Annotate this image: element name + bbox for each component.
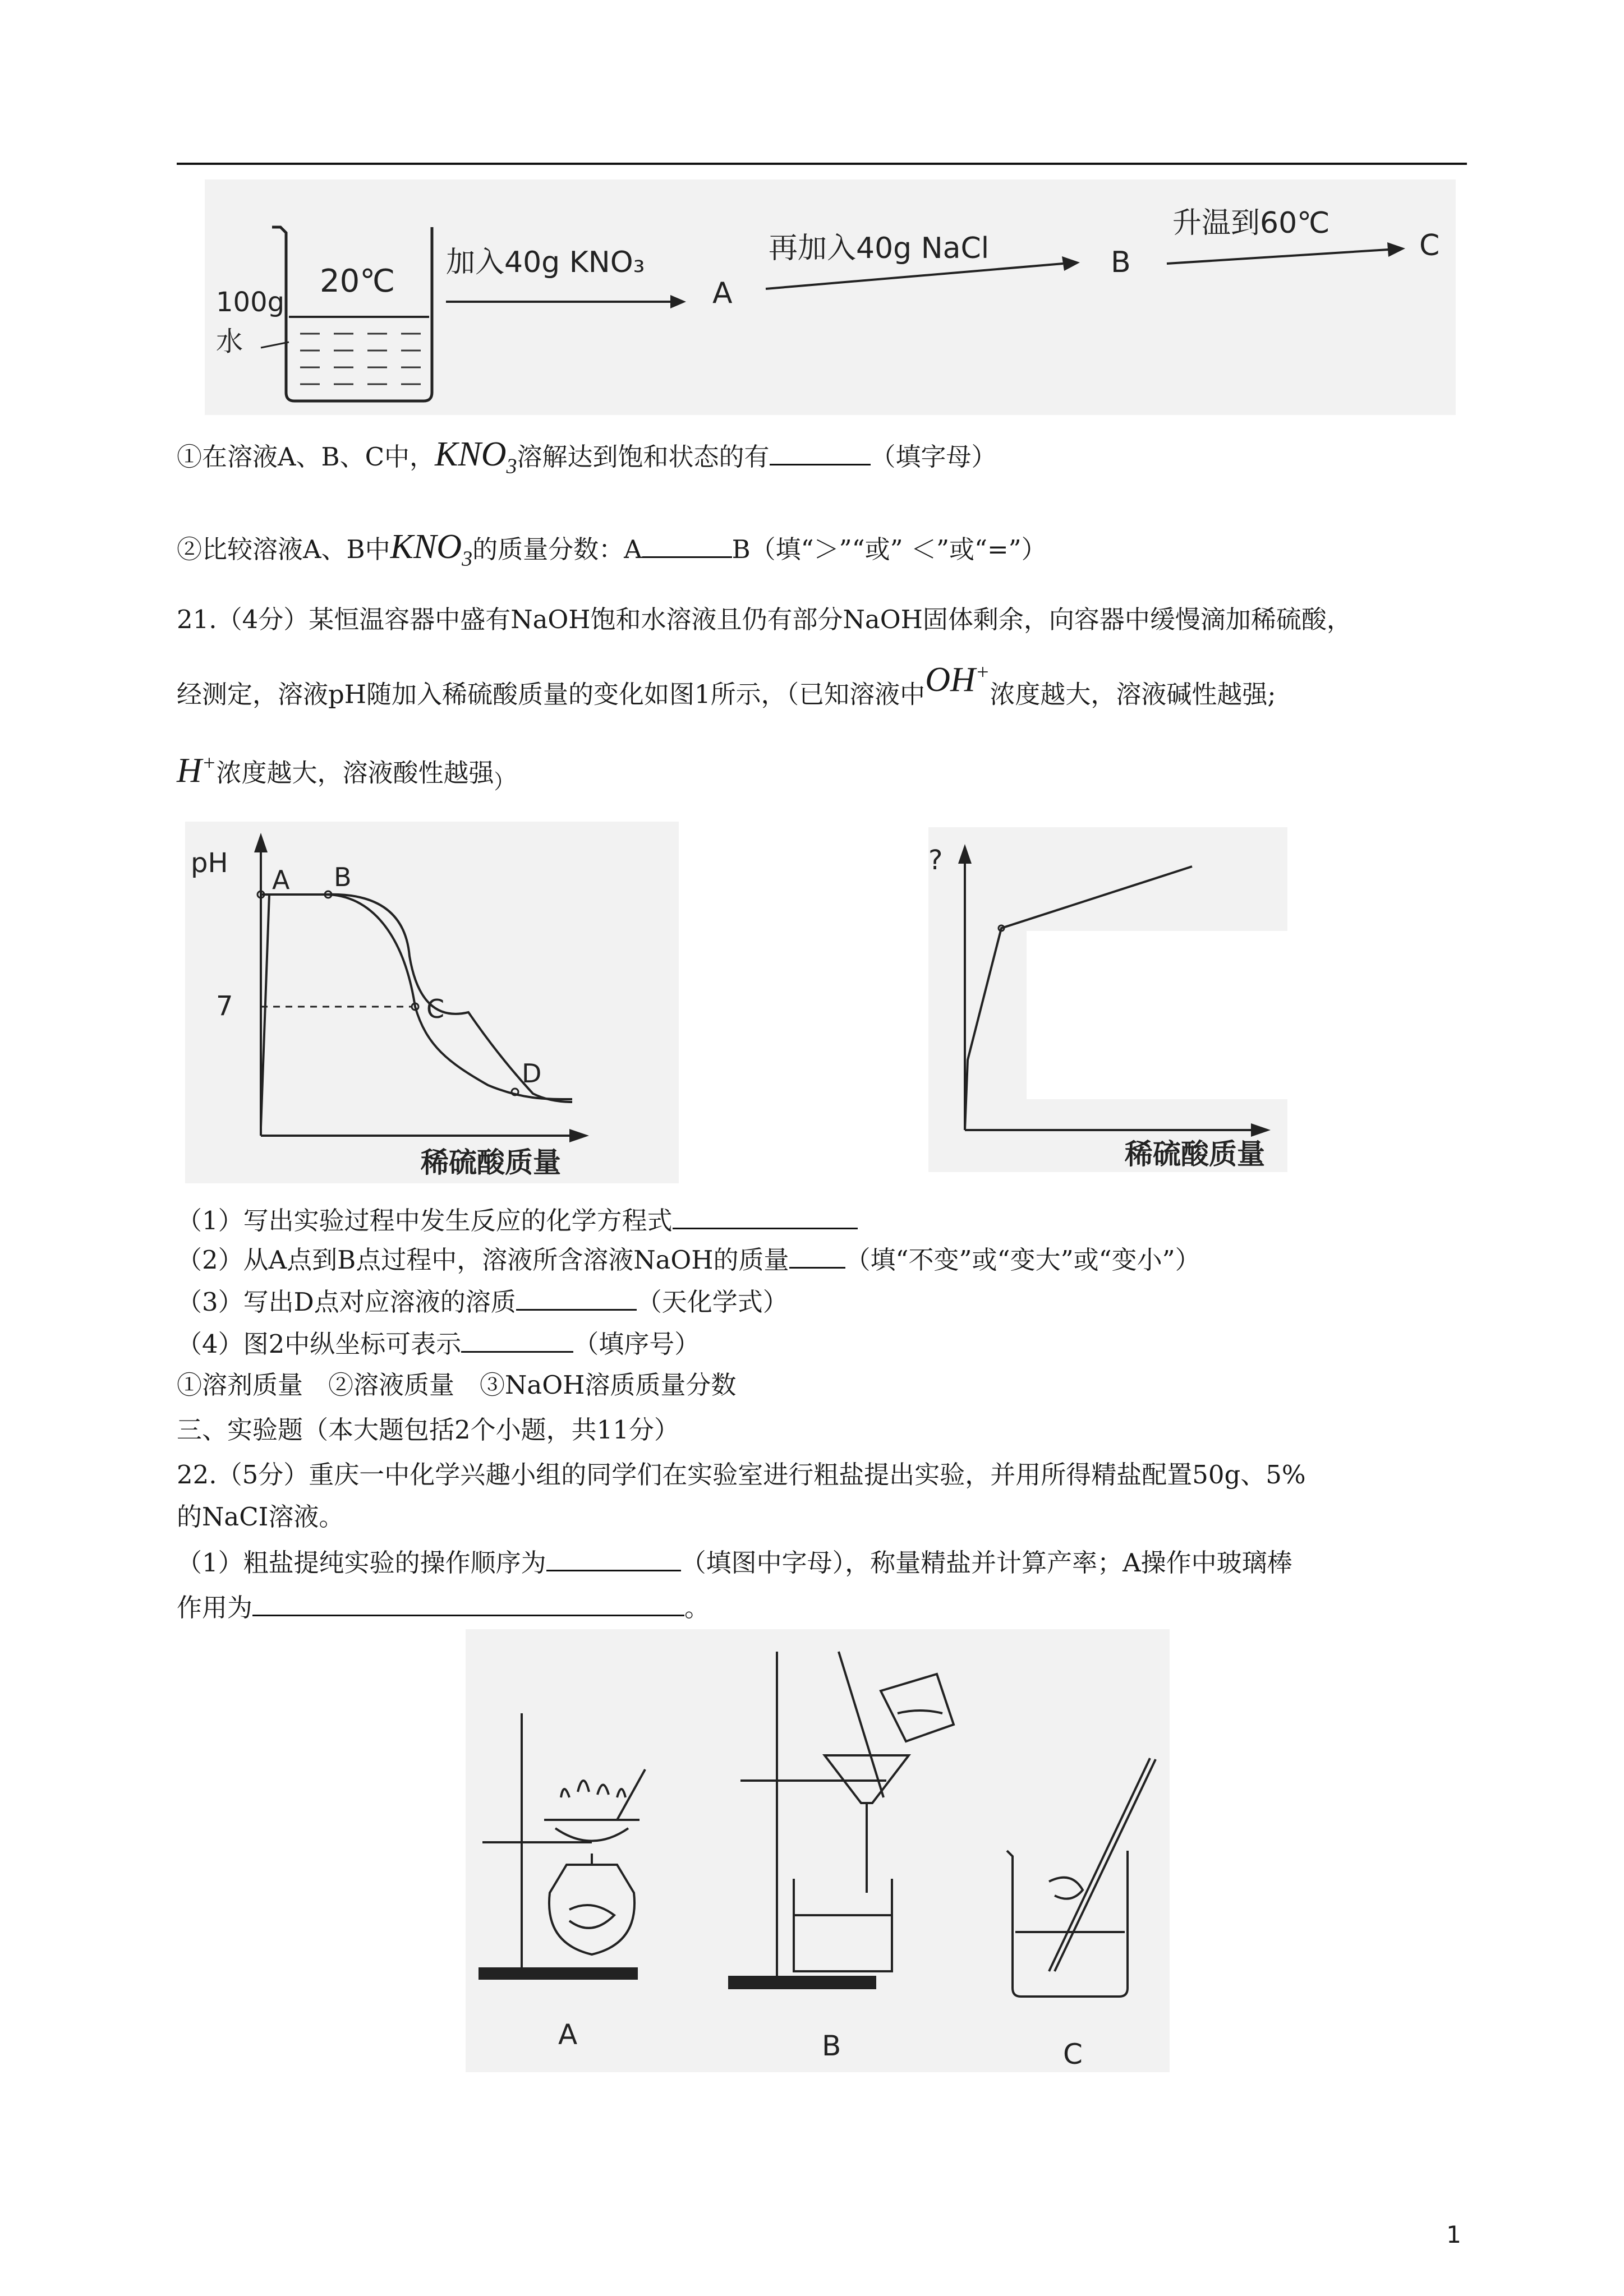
h-ion: H+	[177, 751, 217, 790]
q21-line3: H+浓度越大，溶液酸性越强$_)$	[177, 751, 514, 794]
kno3-formula-2: $KNO_3$	[390, 528, 473, 571]
q21-blank3[interactable]	[516, 1284, 637, 1311]
section3-heading: 三、实验题（本大题包括2个小题，共11分）	[177, 1415, 679, 1445]
q21-sub1: （1）写出实验过程中发生反应的化学方程式	[177, 1203, 858, 1238]
point-b: B	[1111, 246, 1131, 279]
graph2-ylabel: ?	[928, 845, 943, 876]
q22-blank2[interactable]	[252, 1590, 684, 1616]
temp-label: 20℃	[320, 263, 395, 299]
apparatus-label-a: A	[558, 2018, 578, 2051]
q21-line1: 21.（4分）某恒温容器中盛有NaOH饱和水溶液且仍有部分NaOH固体剩余，向容器中缓慢滴加稀硫酸，	[177, 605, 1352, 634]
step1-label: 加入40g KNO₃	[446, 246, 645, 279]
q20-item2: ②比较溶液A、B中$KNO_3$的质量分数：A B（填“＞”“或” ＜”或“=”）	[177, 528, 1047, 571]
beaker-icon	[272, 227, 432, 401]
q21-blank4[interactable]	[461, 1326, 573, 1353]
q20-blank1[interactable]	[770, 439, 871, 465]
water-label: 水	[216, 326, 243, 357]
graph1-point-b: B	[334, 862, 352, 892]
q22-blank1[interactable]	[546, 1545, 681, 1571]
point-c: C	[1419, 229, 1440, 262]
step2-label: 再加入40g NaCl	[769, 232, 990, 265]
apparatus-label-c: C	[1063, 2038, 1083, 2071]
q21-options: ①溶剂质量 ②溶液质量 ③NaOH溶质质量分数	[177, 1370, 737, 1400]
q21-line2: 经测定，溶液pH随加入稀硫酸质量的变化如图1所示，（已知溶液中OH+浓度越大，溶液碱性越强;	[177, 660, 1276, 709]
graph2	[928, 827, 1287, 1172]
q20-blank2[interactable]	[642, 532, 732, 558]
q22-line2: 的NaCI溶液。	[177, 1502, 344, 1532]
dissolving-beaker-icon	[1007, 1758, 1156, 1997]
q21-sub4: （4）图2中纵坐标可表示 （填序号）	[177, 1326, 700, 1361]
graph1-ylabel: pH	[191, 847, 228, 879]
graph1-xlabel: 稀硫酸质量	[421, 1146, 561, 1179]
page-number: 1	[1446, 2221, 1461, 2248]
apparatus-figure	[466, 1629, 1170, 2072]
graph1	[185, 822, 679, 1183]
graph1-point-c: C	[426, 994, 445, 1024]
process-figure	[205, 179, 1456, 415]
q21-blank2[interactable]	[789, 1242, 845, 1269]
kno3-formula: $KNO_3$	[435, 435, 517, 478]
q21-blank1[interactable]	[673, 1203, 858, 1229]
q20-item1: ①在溶液A、B、C中，$KNO_3$溶解达到饱和状态的有 （填字母）	[177, 435, 997, 478]
apparatus-label-b: B	[822, 2030, 841, 2062]
graph1-point-a: A	[272, 865, 290, 895]
arrow3	[1167, 250, 1388, 264]
header-rule	[177, 163, 1467, 165]
graph1-tick-7: 7	[216, 990, 233, 1022]
graph1-point-d: D	[522, 1058, 542, 1089]
q22-sub1: （1）粗盐提纯实验的操作顺序为 （填图中字母），称量精盐并计算产率；A操作中玻璃棒	[177, 1545, 1292, 1580]
q21-sub2: （2）从A点到B点过程中，溶液所含溶液NaOH的质量 （填“不变”或“变大”或“变小”）	[177, 1242, 1200, 1277]
point-a: A	[712, 276, 733, 310]
evaporation-apparatus-icon	[480, 1713, 645, 1979]
filtration-apparatus-icon	[729, 1652, 954, 1988]
arrow2	[766, 264, 1063, 289]
oh-ion: OH+	[925, 660, 990, 699]
q21-sub3: （3）写出D点对应溶液的溶质 （天化学式）	[177, 1284, 788, 1319]
q22-line1: 22.（5分）重庆一中化学兴趣小组的同学们在实验室进行粗盐提出实验，并用所得精盐配置50g、5%	[177, 1460, 1306, 1490]
mass-label: 100g	[216, 287, 285, 318]
q22-sub1-line2: 作用为 。	[177, 1590, 710, 1625]
step3-label: 升温到60℃	[1172, 206, 1330, 240]
graph2-xlabel: 稀硫酸质量	[1125, 1138, 1265, 1170]
